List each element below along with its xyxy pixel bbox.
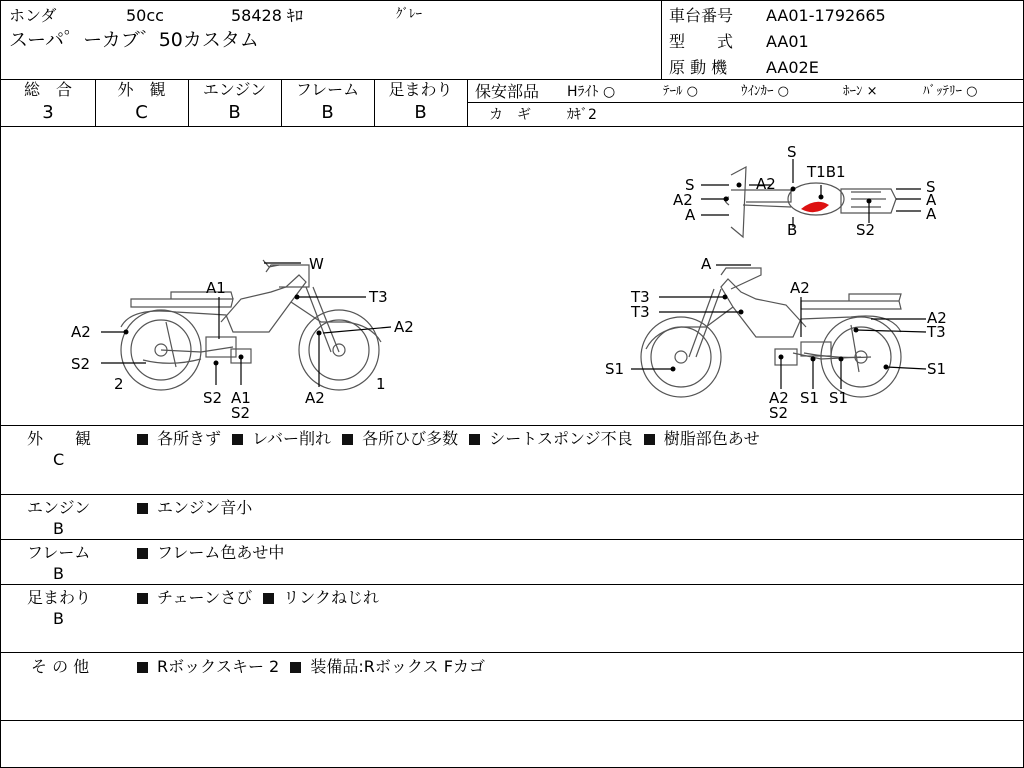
battery-status: ﾊﾞｯﾃﾘｰ ○: [923, 84, 978, 99]
bike-left-view: [121, 260, 381, 390]
label-A2: A2: [790, 279, 810, 297]
label-A2: A2: [394, 318, 414, 336]
label-A2: A2: [756, 175, 776, 193]
key-label: カ ギ: [489, 107, 531, 123]
label-B: B: [787, 221, 798, 239]
note-frame-label: フレーム: [27, 543, 91, 562]
type-label: 型 式: [669, 32, 734, 51]
note-exterior-grade: C: [53, 450, 65, 469]
label-A: A: [926, 191, 937, 209]
label-A: A: [685, 206, 696, 224]
engine-label: エンジン: [202, 80, 267, 99]
chassis-value: AA01-1792665: [766, 6, 886, 25]
label-S2: S2: [856, 221, 876, 239]
exterior-label: 外 観: [117, 80, 166, 99]
label-T3: T3: [927, 323, 946, 341]
engine-model-label: 原 動 機: [669, 58, 728, 77]
label-S2: S2: [71, 355, 91, 373]
safety-label: 保安部品: [475, 82, 540, 101]
tail-status: ﾃｰﾙ ○: [663, 84, 698, 99]
label-S2: S2: [769, 404, 789, 422]
suspension-grade: B: [414, 102, 427, 123]
chassis-label: 車台番号: [669, 6, 734, 25]
label-W: W: [309, 255, 324, 273]
note-engine-items: エンジン音小: [137, 497, 252, 519]
frame-grade: B: [321, 102, 334, 123]
label-T3: T3: [631, 288, 650, 306]
label-A2: A2: [769, 389, 789, 407]
mileage: 58428 ｷﾛ: [231, 6, 303, 25]
label-A2: A2: [927, 309, 947, 327]
label-S: S: [787, 143, 797, 161]
label-A: A: [701, 255, 712, 273]
label-A2: A2: [71, 323, 91, 341]
overall-label: 総 合: [23, 80, 72, 99]
type-value: AA01: [766, 32, 809, 51]
note-exterior-label: 外 観: [27, 429, 92, 448]
note-suspension-items: チェーンさび リンクねじれ: [137, 587, 379, 609]
header-divider: [661, 1, 662, 79]
label-A2: A2: [305, 389, 325, 407]
label-S: S: [926, 178, 936, 196]
bike-right-view: [641, 268, 901, 397]
label-A2: A2: [673, 191, 693, 209]
label-S1: S1: [829, 389, 849, 407]
headlight-status: Hﾗｲﾄ ○: [567, 84, 616, 100]
label-T1B1: T1B1: [807, 163, 846, 181]
label-T3: T3: [631, 303, 650, 321]
note-other-label: そ の 他: [31, 657, 90, 676]
color: ｸﾞﾚｰ: [396, 7, 422, 22]
label-S: S: [685, 176, 695, 194]
key-value: ｶｷﾞ2: [567, 107, 597, 123]
label-S1: S1: [800, 389, 820, 407]
note-frame-grade: B: [53, 564, 64, 583]
maker: ホンダ: [9, 6, 57, 25]
note-suspension-grade: B: [53, 609, 64, 628]
label-S2: S2: [203, 389, 223, 407]
label-1: 1: [376, 375, 386, 393]
damage-mark-red: [801, 202, 829, 212]
label-T3: T3: [369, 288, 388, 306]
engine-grade: B: [228, 102, 241, 123]
note-suspension-label: 足まわり: [27, 588, 92, 607]
rule: [1, 720, 1023, 721]
damage-diagram: [1, 127, 1023, 425]
frame-label: フレーム: [295, 80, 360, 99]
rule: [467, 102, 1023, 103]
rule: [1, 539, 1023, 540]
label-S2: S2: [231, 404, 251, 422]
label-A: A: [926, 205, 937, 223]
rule: [1, 584, 1023, 585]
note-engine-label: エンジン: [27, 498, 91, 517]
engine-model-value: AA02E: [766, 58, 819, 77]
label-2: 2: [114, 375, 124, 393]
note-engine-grade: B: [53, 519, 64, 538]
rule: [1, 494, 1023, 495]
note-exterior-items: 各所きず レバー削れ 各所ひび多数 シートスポンジ不良 樹脂部色あせ: [137, 428, 760, 450]
winker-status: ｳｲﾝｶｰ ○: [741, 84, 789, 99]
label-S1: S1: [605, 360, 625, 378]
note-other-items: Rボックスキー 2 装備品:Rボックス Fカゴ: [137, 656, 485, 678]
label-A1: A1: [231, 389, 251, 407]
horn-status: ﾎｰﾝ ×: [843, 84, 878, 99]
note-frame-items: フレーム色あせ中: [137, 542, 284, 564]
displacement: 50cc: [126, 6, 164, 25]
exterior-grade: C: [135, 102, 148, 123]
suspension-label: 足まわり: [388, 80, 453, 99]
rule: [1, 425, 1023, 426]
rule: [1, 652, 1023, 653]
label-S1: S1: [927, 360, 947, 378]
model-name: スーパ゜ーカブ゛50カスタム: [9, 29, 259, 51]
overall-grade: 3: [42, 102, 54, 123]
label-A1: A1: [206, 279, 226, 297]
